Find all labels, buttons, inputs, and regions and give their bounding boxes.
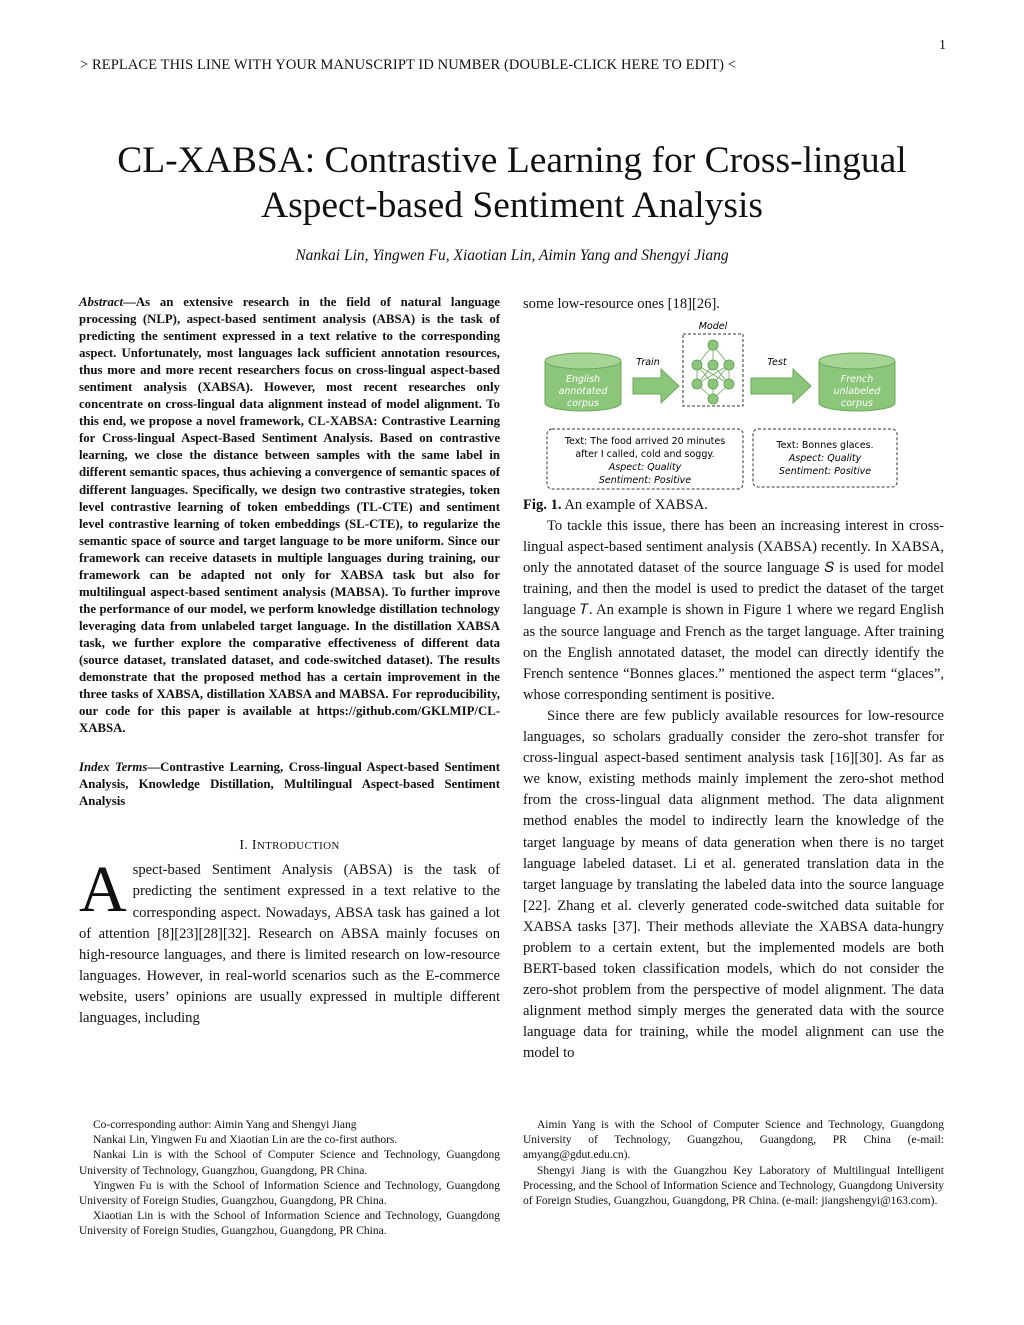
intro-paragraph-2: To tackle this issue, there has been an increasing interest in cross-lingual aspect-based sentiment analysis (XABSA) recently. In XABSA, only the annotated dataset of the source language 𝑆 is used for model training, and then the model is used to predict the dataset of the target language 𝑇. An example is shown in Figure 1 where we regard English as the source language and French as the target language. After training on the English annotated dataset, the model can directly identify the French sentence “Bonnes glaces.” mentioned the aspect term “glaces”, whose corresponding sentiment is positive. [523, 518, 944, 703]
footnote: Co-corresponding author: Aimin Yang and Shengyi Jiang [93, 1119, 357, 1131]
train-label: Train [636, 357, 660, 369]
caption-label: Fig. 1. [523, 497, 562, 514]
english-example-line-1: Text: The food arrived 20 minutes [564, 436, 726, 448]
paper-title [0, 138, 1024, 228]
abstract-lead: Abstract [79, 295, 124, 309]
footnote: Aimin Yang is with the School of Computer Science and Technology, Guangdong University of Technology, Guangzhou, Guangdong, PR China (e-mail: amyang@gdut.edu.cn). [523, 1119, 944, 1162]
footnote: Nankai Lin, Yingwen Fu and Xiaotian Lin are the co-first authors. [93, 1134, 398, 1147]
source-corpus-cylinder [545, 353, 621, 411]
figure-1-diagram [523, 321, 944, 491]
figure-1 [523, 321, 944, 491]
footnote: Shengyi Jiang is with the Guangzhou Key Laboratory of Multilingual Intelligent Processing, and the School of Information Science and Technology, Guangdong University of Foreign Studies, Guangzhou, Guangdong, PR China. (e-mail: jiangshengyi@163.com). [523, 1164, 944, 1208]
caption-text: An example of XABSA. [561, 497, 708, 514]
french-example-line-1: Text: Bonnes glaces. [776, 440, 874, 452]
train-arrow [633, 357, 679, 403]
target-corpus-line-2: unlabeled [833, 386, 881, 398]
source-corpus-line-1: English [565, 374, 601, 386]
index-terms-text: —Contrastive Learning, Cross-lingual Aspect-based Sentiment Analysis, Knowledge Distillation, Multilingual Aspect-based Sentiment Analysis [79, 760, 500, 809]
source-corpus-line-3: corpus [567, 398, 599, 410]
target-corpus-line-3: corpus [841, 398, 873, 410]
intro-paragraph-1 [79, 853, 500, 1029]
intro-paragraph-1-continued: some low-resource ones [18][26]. [523, 296, 720, 312]
source-corpus-line-2: annotated [558, 386, 608, 398]
index-terms-lead: Index Terms [79, 760, 148, 775]
footnote: Xiaotian Lin is with the School of Information Science and Technology, Guangdong University of Foreign Studies, Guangzhou, Guangdong, PR China. [79, 1210, 500, 1238]
footnotes-left [79, 1118, 500, 1240]
english-example-line-4: Sentiment: Positive [598, 475, 692, 487]
intro-paragraph-3: Since there are few publicly available resources for low-resource languages, so scholars gradually consider the zero-shot transfer for cross-lingual aspect-based sentiment analysis task [16][30]. As far as we know, existing methods mainly implement the zero-shot method from the cross-lingual data alignment method. The data alignment method enables the model to indirectly learn the knowledge of the target language by means of data generation when there is no target language labeled dataset. Li et al. generated translation data in the target language by translating the labeled data into the source language [22]. Zhang et al. cleverly generated code-switched data suitable for XABSA tasks [37]. Their methods alleviate the XABSA data-hungry problem to a certain extent, but the implemented models are both BERT-based token classification models, which do not consider the zero-shot problem from the perspective of model alignment. The data alignment method simply merges the generated data with the source language data for training, while the model alignment can use the model to [523, 707, 944, 1062]
test-label: Test [767, 357, 787, 369]
model-network-icon [683, 321, 743, 406]
model-label: Model [698, 321, 728, 333]
test-arrow [751, 357, 811, 403]
index-terms [79, 759, 500, 810]
page-number: 1 [939, 38, 946, 53]
title-line-2: Aspect-based Sentiment Analysis [260, 185, 763, 226]
title-line-1: CL-XABSA: Contrastive Learning for Cross-lingual [117, 140, 907, 181]
intro-paragraph-1-text: spect-based Sentiment Analysis (ABSA) is the task of predicting the sentiment expressed in a text relative to the corresponding aspect. Nowadays, ABSA task has gained a lot of attention [8][23][28][32]. Research on ABSA mainly focuses on high-resource languages, and there is limited research on low-resource languages. However, in real-world scenarios such as the E-commerce website, users’ opinions are usually expressed in multiple different languages, including [79, 862, 500, 1027]
abstract [79, 294, 500, 737]
right-column [523, 294, 944, 1065]
english-example-box [547, 429, 743, 489]
footnotes-right [523, 1118, 944, 1209]
target-corpus-cylinder [819, 353, 895, 411]
french-example-box [753, 429, 897, 487]
left-column [79, 294, 500, 1029]
abstract-text: —As an extensive research in the field of natural language processing (NLP), aspect-based sentiment analysis (ABSA) is the task of predicting the sentiment expressed in a text relative to the corresponding aspect. Unfortunately, most languages lack sufficient annotation resources, thus more and more recent researchers focus on cross-lingual aspect-based sentiment analysis (XABSA). However, most recent researches only concentrate on cross-lingual data alignment instead of model alignment. To this end, we propose a novel framework, CL-XABSA: Contrastive Learning for Cross-lingual Aspect-Based Sentiment Analysis. Based on contrastive learning, we close the distance between samples with the same label in different semantic spaces, thus achieving a convergence of semantic spaces of different languages. Specifically, we design two contrastive strategies, token level contrastive learning of token embeddings (TL-CTE) and sentiment level contrastive learning of token embeddings (SL-CTE), to regularize the semantic space of source and target language to be more uniform. Since our framework can receive datasets in multiple languages during training, our framework can be adapted not only for XABSA task but also for multilingual aspect-based sentiment analysis (MABSA). To further improve the performance of our model, we perform knowledge distillation technology leveraging data from unlabeled target language. In the distillation XABSA task, we further explore the comparative effectiveness of different data (source dataset, translated dataset, and code-switched dataset). The results demonstrate that the proposed method has a certain improvement in the three tasks of XABSA, distillation XABSA and MABSA. For reproducibility, our code for this paper is available at https://github.com/GKLMIP/CL-XABSA. [79, 295, 500, 736]
target-corpus-line-1: French [840, 374, 874, 386]
footnote: Yingwen Fu is with the School of Information Science and Technology, Guangdong University of Foreign Studies, Guangzhou, Guangdong, PR China. [79, 1179, 500, 1208]
section-heading-rest: NTRODUCTION [256, 840, 340, 853]
english-example-line-2: after I called, cold and soggy. [575, 449, 715, 461]
author-list: Nankai Lin, Yingwen Fu, Xiaotian Lin, Aimin Yang and Shengyi Jiang [295, 247, 729, 264]
english-example-line-3: Aspect: Quality [608, 462, 682, 474]
section-numeral: I. I [239, 838, 257, 854]
manuscript-header: > REPLACE THIS LINE WITH YOUR MANUSCRIPT ID NUMBER (DOUBLE-CLICK HERE TO EDIT) < [80, 57, 737, 73]
section-heading-introduction [79, 838, 500, 854]
drop-cap: A [79, 853, 127, 927]
french-example-line-3: Sentiment: Positive [778, 466, 872, 478]
french-example-line-2: Aspect: Quality [788, 453, 862, 465]
footnote: Nankai Lin is with the School of Computer Science and Technology, Guangdong University of Technology, Guangzhou, Guangdong, PR China. [79, 1149, 500, 1177]
figure-1-caption [523, 495, 944, 516]
